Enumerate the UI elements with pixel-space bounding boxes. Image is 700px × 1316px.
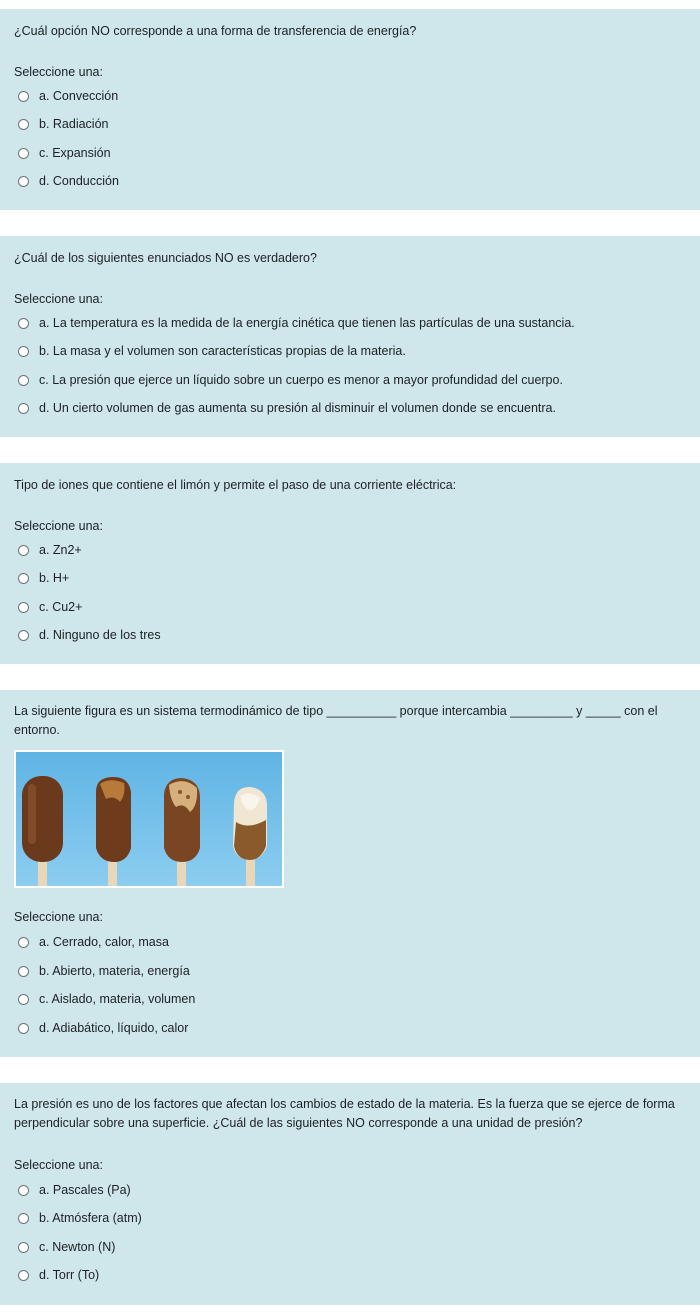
- radio-button[interactable]: [18, 966, 29, 977]
- radio-button[interactable]: [18, 375, 29, 386]
- question-text: ¿Cuál de los siguientes enunciados NO es verdadero?: [14, 251, 317, 265]
- select-one-label: Seleccione una:: [14, 519, 103, 533]
- answer-option[interactable]: [18, 86, 118, 106]
- question-card-1: [0, 9, 700, 210]
- option-label: b. Abierto, materia, energía: [39, 964, 190, 978]
- ice-cream-image: [14, 750, 284, 888]
- answer-option[interactable]: [18, 961, 190, 981]
- option-label: a. La temperatura es la medida de la energía cinética que tienen las partículas de una sustancia.: [39, 316, 575, 330]
- option-label: a. Zn2+: [39, 543, 82, 557]
- radio-button[interactable]: [18, 119, 29, 130]
- radio-button[interactable]: [18, 1242, 29, 1253]
- question-card-4: [0, 690, 700, 1057]
- radio-button[interactable]: [18, 176, 29, 187]
- answer-option[interactable]: [18, 171, 119, 191]
- option-label: b. Atmósfera (atm): [39, 1211, 142, 1225]
- question-text: La presión es uno de los factores que afectan los cambios de estado de la materia. Es la fuerza que se ejerce de forma perpendicular sobre una superficie. ¿Cuál de las siguientes NO corresponde a una unidad de presión?: [14, 1097, 675, 1130]
- answer-option[interactable]: [18, 313, 575, 333]
- answer-option[interactable]: [18, 143, 111, 163]
- select-one-label: Seleccione una:: [14, 65, 103, 79]
- option-label: d. Ninguno de los tres: [39, 628, 161, 642]
- question-text: La siguiente figura es un sistema termodinámico de tipo __________ porque intercambia _________ y _____ con el entorno.: [14, 704, 658, 737]
- radio-button[interactable]: [18, 937, 29, 948]
- question-card-5: [0, 1083, 700, 1305]
- option-label: b. Radiación: [39, 117, 109, 131]
- option-label: a. Pascales (Pa): [39, 1183, 131, 1197]
- option-label: c. Newton (N): [39, 1240, 116, 1254]
- radio-button[interactable]: [18, 573, 29, 584]
- answer-option[interactable]: [18, 341, 406, 361]
- select-one-label: Seleccione una:: [14, 1158, 103, 1172]
- option-label: d. Adiabático, líquido, calor: [39, 1021, 189, 1035]
- radio-button[interactable]: [18, 403, 29, 414]
- radio-button[interactable]: [18, 148, 29, 159]
- radio-button[interactable]: [18, 91, 29, 102]
- radio-button[interactable]: [18, 346, 29, 357]
- option-label: c. La presión que ejerce un líquido sobre un cuerpo es menor a mayor profundidad del cuerpo.: [39, 373, 563, 387]
- question-card-2: [0, 236, 700, 437]
- option-label: b. La masa y el volumen son características propias de la materia.: [39, 344, 406, 358]
- question-text: ¿Cuál opción NO corresponde a una forma de transferencia de energía?: [14, 24, 417, 38]
- answer-option[interactable]: [18, 398, 556, 418]
- option-label: b. H+: [39, 571, 70, 585]
- answer-option[interactable]: [18, 568, 69, 588]
- radio-button[interactable]: [18, 1185, 29, 1196]
- radio-button[interactable]: [18, 630, 29, 641]
- melting-ice-cream-figure: [14, 750, 284, 888]
- question-card-3: [0, 463, 700, 664]
- option-label: c. Expansión: [39, 146, 111, 160]
- option-label: c. Aislado, materia, volumen: [39, 992, 196, 1006]
- answer-option[interactable]: [18, 370, 563, 390]
- radio-button[interactable]: [18, 1213, 29, 1224]
- option-label: d. Torr (To): [39, 1268, 100, 1282]
- answer-option[interactable]: [18, 1018, 188, 1038]
- option-label: c. Cu2+: [39, 600, 83, 614]
- radio-button[interactable]: [18, 994, 29, 1005]
- answer-option[interactable]: [18, 932, 169, 952]
- answer-option[interactable]: [18, 540, 82, 560]
- option-label: d. Conducción: [39, 174, 119, 188]
- answer-option[interactable]: [18, 1208, 142, 1228]
- answer-option[interactable]: [18, 989, 195, 1009]
- select-one-label: Seleccione una:: [14, 910, 103, 924]
- radio-button[interactable]: [18, 1270, 29, 1281]
- answer-option[interactable]: [18, 625, 161, 645]
- answer-option[interactable]: [18, 597, 82, 617]
- radio-button[interactable]: [18, 545, 29, 556]
- radio-button[interactable]: [18, 1023, 29, 1034]
- radio-button[interactable]: [18, 318, 29, 329]
- option-label: a. Convección: [39, 89, 119, 103]
- select-one-label: Seleccione una:: [14, 292, 103, 306]
- radio-button[interactable]: [18, 602, 29, 613]
- answer-option[interactable]: [18, 1265, 99, 1285]
- question-text: Tipo de iones que contiene el limón y permite el paso de una corriente eléctrica:: [14, 478, 457, 492]
- option-label: d. Un cierto volumen de gas aumenta su presión al disminuir el volumen donde se encuentra.: [39, 401, 556, 415]
- option-label: a. Cerrado, calor, masa: [39, 935, 169, 949]
- answer-option[interactable]: [18, 1237, 115, 1257]
- answer-option[interactable]: [18, 114, 109, 134]
- answer-option[interactable]: [18, 1180, 131, 1200]
